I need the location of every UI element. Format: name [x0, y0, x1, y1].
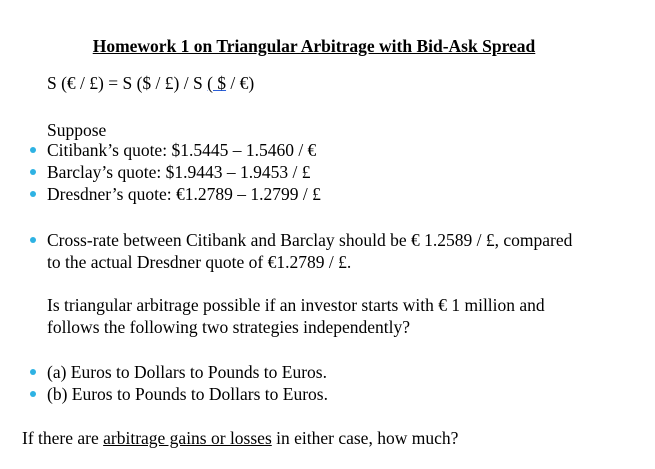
final-question-prefix: If there are	[22, 428, 104, 448]
formula-line	[47, 73, 254, 93]
bullet-icon	[30, 169, 36, 175]
strategy-b: (b) Euros to Pounds to Dollars to Euros.	[47, 384, 328, 404]
cross-rate-line-1: Cross-rate between Citibank and Barclay should be € 1.2589 / £, compared	[47, 230, 573, 250]
cross-rate-line-2: to the actual Dresdner quote of €1.2789 / £.	[47, 252, 352, 272]
quote-barclay: Barclay’s quote: $1.9443 – 1.9453 / £	[47, 162, 311, 182]
question-line-2: follows the following two strategies independently?	[47, 317, 411, 337]
formula-suffix: / €)	[226, 73, 255, 93]
bullet-icon	[30, 391, 36, 397]
question-line-1: Is triangular arbitrage possible if an investor starts with € 1 million and	[47, 295, 545, 315]
final-question	[22, 428, 458, 448]
formula-underlined-part: ( $	[207, 73, 227, 93]
strategy-a: (a) Euros to Dollars to Pounds to Euros.	[47, 362, 327, 382]
final-question-underlined: arbitrage gains or losses	[103, 428, 272, 448]
suppose-label: Suppose	[47, 120, 107, 140]
bullet-icon	[30, 191, 36, 197]
formula-prefix: S (€ / £) = S ($ / £) / S	[47, 73, 208, 93]
bullet-icon	[30, 369, 36, 375]
bullet-icon	[30, 147, 36, 153]
bullet-icon	[30, 237, 36, 243]
final-question-suffix: in either case, how much?	[271, 428, 459, 448]
page-title: Homework 1 on Triangular Arbitrage with Bid-Ask Spread	[92, 36, 536, 56]
quote-dresdner: Dresdner’s quote: €1.2789 – 1.2799 / £	[47, 184, 321, 204]
quote-citibank: Citibank’s quote: $1.5445 – 1.5460 / €	[47, 140, 317, 160]
